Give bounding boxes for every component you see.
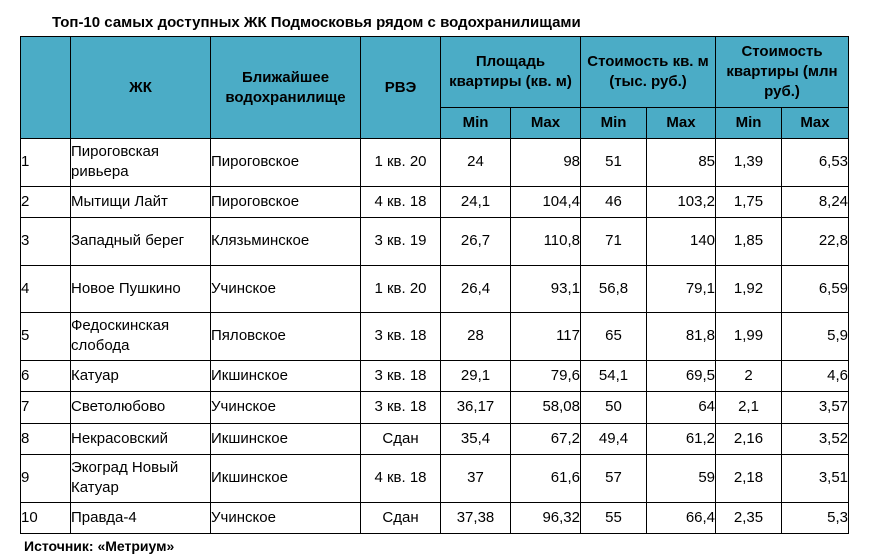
sqm-price-min: 57: [581, 454, 647, 502]
flat-price-max: 8,24: [782, 186, 849, 217]
flat-price-min: 1,75: [716, 186, 782, 217]
table-row: [21, 392, 849, 423]
complexes-table: [20, 36, 849, 534]
area-min: 26,7: [441, 217, 511, 265]
row-num: 10: [21, 502, 71, 533]
table-title: Топ-10 самых доступных ЖК Подмосковья рядом с водохранилищами: [52, 14, 581, 31]
row-num: 5: [21, 313, 71, 361]
header-price-sqm: Стоимость кв. м (тыс. руб.): [581, 37, 716, 108]
flat-price-max: 6,59: [782, 265, 849, 313]
reservoir-name: Икшинское: [211, 454, 361, 502]
table-row: [21, 139, 849, 187]
flat-price-min: 1,39: [716, 139, 782, 187]
sqm-price-max: 81,8: [647, 313, 716, 361]
area-max: 96,32: [511, 502, 581, 533]
rve-cell: 3 кв. 18: [361, 313, 441, 361]
complex-name: Федоскинская слобода: [71, 313, 211, 361]
complex-name: Правда-4: [71, 502, 211, 533]
row-num: 2: [21, 186, 71, 217]
complex-name: Мытищи Лайт: [71, 186, 211, 217]
rve-cell: 3 кв. 18: [361, 360, 441, 391]
area-max: 79,6: [511, 360, 581, 391]
area-min: 28: [441, 313, 511, 361]
area-max: 98: [511, 139, 581, 187]
flat-price-min: 2,35: [716, 502, 782, 533]
area-min: 35,4: [441, 423, 511, 454]
header-rve: РВЭ: [361, 37, 441, 139]
table-row: [21, 217, 849, 265]
sqm-price-min: 56,8: [581, 265, 647, 313]
complex-name: Экоград Новый Катуар: [71, 454, 211, 502]
complex-name: Катуар: [71, 360, 211, 391]
flat-price-max: 3,52: [782, 423, 849, 454]
area-min: 29,1: [441, 360, 511, 391]
reservoir-name: Икшинское: [211, 360, 361, 391]
complex-name: Пироговская ривьера: [71, 139, 211, 187]
header-area-max: Max: [511, 108, 581, 139]
rve-cell: 4 кв. 18: [361, 454, 441, 502]
sqm-price-max: 59: [647, 454, 716, 502]
row-num: 3: [21, 217, 71, 265]
table-row: [21, 313, 849, 361]
flat-price-max: 3,57: [782, 392, 849, 423]
sqm-price-min: 65: [581, 313, 647, 361]
rve-cell: Сдан: [361, 423, 441, 454]
sqm-price-max: 61,2: [647, 423, 716, 454]
header-sqm-max: Max: [647, 108, 716, 139]
area-min: 24,1: [441, 186, 511, 217]
rve-cell: 1 кв. 20: [361, 139, 441, 187]
header-row: [21, 37, 849, 108]
header-flat-max: Max: [782, 108, 849, 139]
reservoir-name: Пироговское: [211, 139, 361, 187]
flat-price-min: 1,92: [716, 265, 782, 313]
sqm-price-max: 66,4: [647, 502, 716, 533]
flat-price-min: 1,85: [716, 217, 782, 265]
header-area: Площадь квартиры (кв. м): [441, 37, 581, 108]
area-min: 37,38: [441, 502, 511, 533]
flat-price-min: 2,16: [716, 423, 782, 454]
complex-name: Некрасовский: [71, 423, 211, 454]
reservoir-name: Учинское: [211, 265, 361, 313]
complex-name: Новое Пушкино: [71, 265, 211, 313]
sqm-price-max: 79,1: [647, 265, 716, 313]
table-row: [21, 186, 849, 217]
sqm-price-min: 55: [581, 502, 647, 533]
sqm-price-min: 49,4: [581, 423, 647, 454]
area-max: 117: [511, 313, 581, 361]
header-flat-min: Min: [716, 108, 782, 139]
rve-cell: 4 кв. 18: [361, 186, 441, 217]
area-min: 37: [441, 454, 511, 502]
area-max: 110,8: [511, 217, 581, 265]
header-num: [21, 37, 71, 139]
table-row: [21, 360, 849, 391]
header-area-min: Min: [441, 108, 511, 139]
rve-cell: 3 кв. 19: [361, 217, 441, 265]
area-min: 36,17: [441, 392, 511, 423]
rve-cell: Сдан: [361, 502, 441, 533]
sqm-price-max: 64: [647, 392, 716, 423]
table-row: [21, 423, 849, 454]
table-row: [21, 454, 849, 502]
area-min: 24: [441, 139, 511, 187]
sqm-price-max: 85: [647, 139, 716, 187]
complex-name: Светолюбово: [71, 392, 211, 423]
sqm-price-min: 71: [581, 217, 647, 265]
flat-price-max: 6,53: [782, 139, 849, 187]
row-num: 8: [21, 423, 71, 454]
flat-price-max: 5,3: [782, 502, 849, 533]
flat-price-min: 2,18: [716, 454, 782, 502]
area-min: 26,4: [441, 265, 511, 313]
header-reservoir: Ближайшее водохранилище: [211, 37, 361, 139]
flat-price-max: 5,9: [782, 313, 849, 361]
sqm-price-min: 54,1: [581, 360, 647, 391]
sqm-price-min: 46: [581, 186, 647, 217]
flat-price-min: 2: [716, 360, 782, 391]
row-num: 4: [21, 265, 71, 313]
area-max: 58,08: [511, 392, 581, 423]
reservoir-name: Икшинское: [211, 423, 361, 454]
row-num: 9: [21, 454, 71, 502]
sqm-price-min: 51: [581, 139, 647, 187]
flat-price-max: 3,51: [782, 454, 849, 502]
flat-price-max: 4,6: [782, 360, 849, 391]
reservoir-name: Пироговское: [211, 186, 361, 217]
sqm-price-max: 69,5: [647, 360, 716, 391]
flat-price-max: 22,8: [782, 217, 849, 265]
sqm-price-max: 140: [647, 217, 716, 265]
row-num: 7: [21, 392, 71, 423]
area-max: 67,2: [511, 423, 581, 454]
reservoir-name: Пяловское: [211, 313, 361, 361]
area-max: 104,4: [511, 186, 581, 217]
sqm-price-min: 50: [581, 392, 647, 423]
table-row: [21, 502, 849, 533]
header-complex: ЖК: [71, 37, 211, 139]
rve-cell: 1 кв. 20: [361, 265, 441, 313]
table-row: [21, 265, 849, 313]
reservoir-name: Клязьминское: [211, 217, 361, 265]
sqm-price-max: 103,2: [647, 186, 716, 217]
source-note: Источник: «Метриум»: [24, 538, 175, 554]
reservoir-name: Учинское: [211, 502, 361, 533]
row-num: 6: [21, 360, 71, 391]
row-num: 1: [21, 139, 71, 187]
header-price-flat: Стоимость квартиры (млн руб.): [716, 37, 849, 108]
complex-name: Западный берег: [71, 217, 211, 265]
area-max: 61,6: [511, 454, 581, 502]
header-sqm-min: Min: [581, 108, 647, 139]
flat-price-min: 2,1: [716, 392, 782, 423]
flat-price-min: 1,99: [716, 313, 782, 361]
rve-cell: 3 кв. 18: [361, 392, 441, 423]
area-max: 93,1: [511, 265, 581, 313]
reservoir-name: Учинское: [211, 392, 361, 423]
